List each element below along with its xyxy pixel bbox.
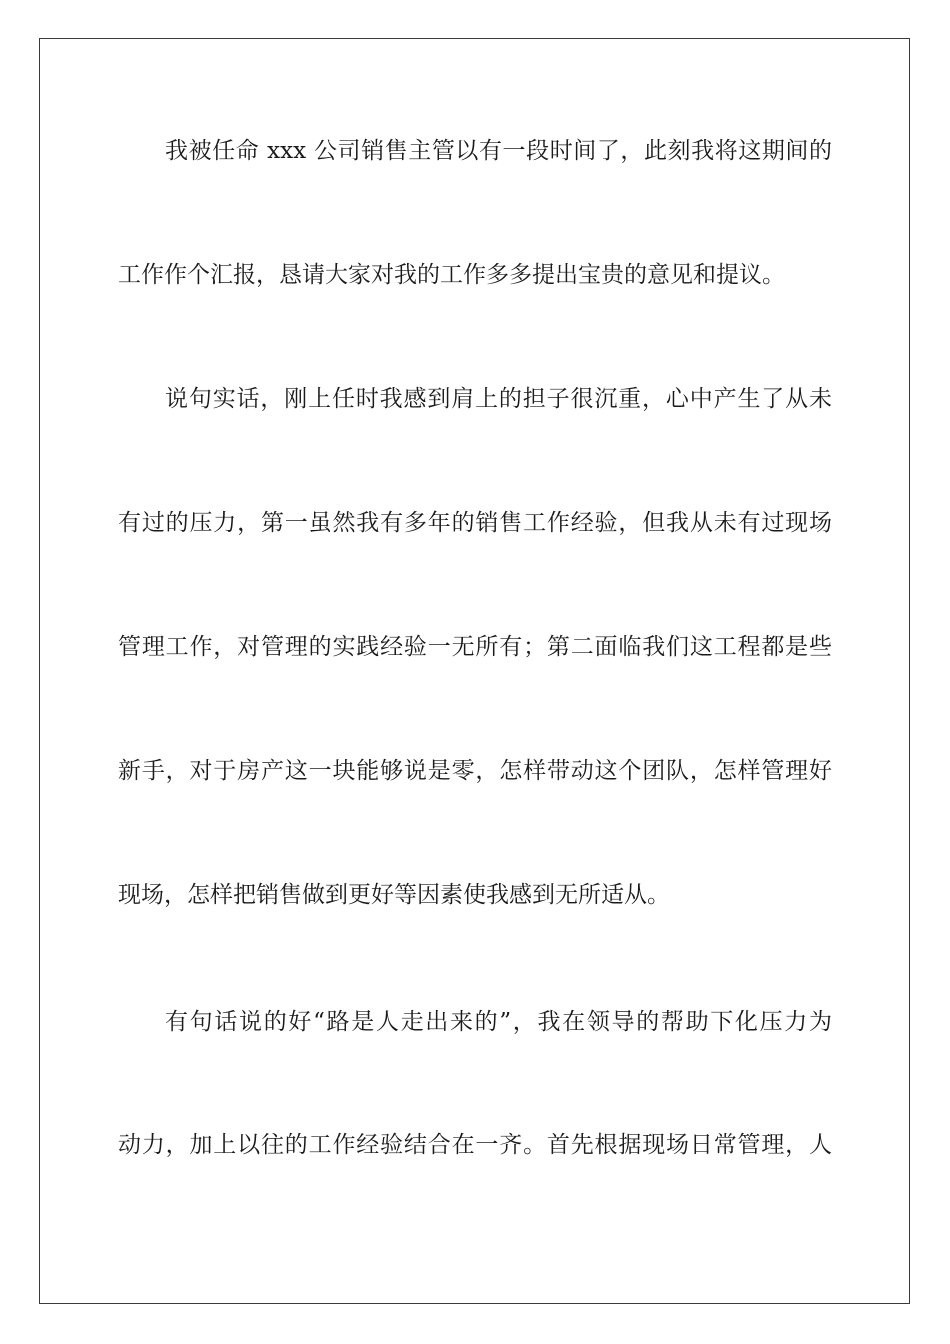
text-line: 动力，加上以往的工作经验结合在一齐。首先根据现场日常管理，人 [118,1132,832,1158]
text-line: 有过的压力，第一虽然我有多年的销售工作经验，但我从未有过现场 [118,510,832,536]
text-line: 说句实话，刚上任时我感到肩上的担子很沉重，心中产生了从未 [165,386,832,412]
text-line: 工作作个汇报，恳请大家对我的工作多多提出宝贵的意见和提议。 [118,262,785,288]
text-line: 我被任命 xxx 公司销售主管以有一段时间了，此刻我将这期间的 [165,138,832,164]
text-line: 有句话说的好“路是人走出来的”，我在领导的帮助下化压力为 [165,1009,832,1035]
page-border [39,38,910,1304]
text-line: 新手，对于房产这一块能够说是零，怎样带动这个团队，怎样管理好 [118,758,832,784]
text-line: 管理工作，对管理的实践经验一无所有；第二面临我们这工程都是些 [118,634,832,660]
text-line: 现场，怎样把销售做到更好等因素使我感到无所适从。 [118,882,670,908]
